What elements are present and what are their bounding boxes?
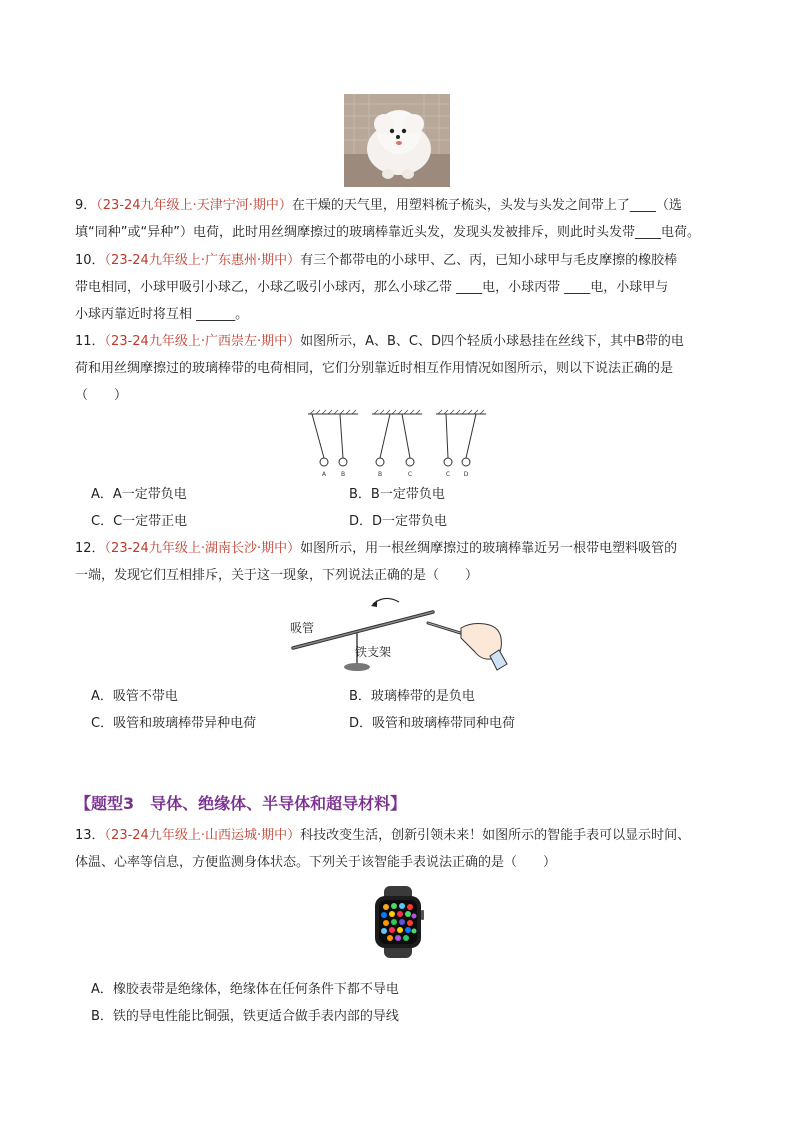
question-source: （23-24九年级上·天津宁河·期中） xyxy=(96,198,292,213)
q12-option-a[interactable]: A．吸管不带电 xyxy=(91,689,178,704)
q11-option-c[interactable]: C．C一定带正电 xyxy=(91,514,188,529)
question-text: 有三个都带电的小球甲、乙、丙，已知小球甲与毛皮摩擦的橡胶棒 xyxy=(300,253,678,268)
question-source: （23-24九年级上·广东惠州·期中） xyxy=(104,253,301,268)
question-source: （23-24九年级上·湖南长沙·期中） xyxy=(104,541,301,556)
fig-label-straw: 吸管 xyxy=(290,621,315,635)
q13-line-2: 体温、心率等信息，方便监测身体状态。下列关于该智能手表说法正确的是（ ） xyxy=(75,855,557,870)
hanging-balls-figure xyxy=(300,408,500,480)
q12-line-2: 一端，发现它们互相排斥，关于这一现象，下列说法正确的是（ ） xyxy=(75,568,479,583)
q11-line-3: （ ） xyxy=(75,388,128,403)
q12-option-d[interactable]: D．吸管和玻璃棒带同种电荷 xyxy=(349,716,516,731)
q13-option-a[interactable]: A．橡胶表带是绝缘体，绝缘体在任何条件下都不导电 xyxy=(91,982,399,997)
question-source: （23-24九年级上·广西崇左·期中） xyxy=(104,334,301,349)
question-text: 如图所示，用一根丝绸摩擦过的玻璃棒靠近另一根带电塑料吸管的 xyxy=(300,541,678,556)
q12-line-1 xyxy=(75,540,677,558)
question-number: 9． xyxy=(75,198,97,213)
fig-label-b2: B xyxy=(377,471,383,478)
straw-glass-rod-figure xyxy=(285,590,515,680)
q11-option-a[interactable]: A．A一定带负电 xyxy=(91,487,187,502)
question-text: 在干燥的天气里，用塑料梳子梳头，头发与头发之间带上了____（选 xyxy=(291,198,682,213)
fig-label-b1: B xyxy=(340,471,346,478)
q11-line-1 xyxy=(75,333,684,351)
q10-line-2: 带电相同，小球甲吸引小球乙，小球乙吸引小球丙，那么小球乙带 ____电，小球丙带 ____电，小球甲与 xyxy=(75,280,669,295)
q12-option-b[interactable]: B．玻璃棒带的是负电 xyxy=(349,689,475,704)
fig-label-c2: C xyxy=(445,471,451,478)
fig-label-c1: C xyxy=(407,471,413,478)
fig-label-d: D xyxy=(463,471,469,478)
q11-option-d[interactable]: D．D一定带负电 xyxy=(349,514,448,529)
question-source: （23-24九年级上·山西运城·期中） xyxy=(104,828,301,843)
smartwatch-image xyxy=(372,886,424,958)
question-number: 13． xyxy=(75,828,105,843)
question-number: 10． xyxy=(75,253,105,268)
q11-option-b[interactable]: B．B一定带负电 xyxy=(349,487,445,502)
section-heading: 【题型3 导体、绝缘体、半导体和超导材料】 xyxy=(75,794,407,813)
q10-line-3: 小球丙靠近时将互相 ______。 xyxy=(75,307,249,322)
question-number: 12． xyxy=(75,541,105,556)
fig-label-a: A xyxy=(321,471,327,478)
q10-line-1 xyxy=(75,252,677,270)
q13-option-b[interactable]: B．铁的导电性能比铜强，铁更适合做手表内部的导线 xyxy=(91,1009,399,1024)
question-text: 如图所示，A、B、C、D四个轻质小球悬挂在丝线下，其中B带的电 xyxy=(300,334,684,349)
dog-photo xyxy=(344,94,450,187)
q9-line-2: 填“同种”或“异种”）电荷，此时用丝绸摩擦过的玻璃棒靠近头发，发现头发被排斥，则此时头发带____电荷。 xyxy=(75,225,700,240)
question-text: 科技改变生活，创新引领未来！如图所示的智能手表可以显示时间、 xyxy=(300,828,691,843)
question-number: 11． xyxy=(75,334,105,349)
q12-option-c[interactable]: C．吸管和玻璃棒带异种电荷 xyxy=(91,716,257,731)
fig-label-stand: 铁支架 xyxy=(355,645,392,659)
q9-line-1 xyxy=(75,197,682,215)
q13-line-1 xyxy=(75,827,690,845)
q11-line-2: 荷和用丝绸摩擦过的玻璃棒带的电荷相同，它们分别靠近时相互作用情况如图所示，则以下说法正确的是 xyxy=(75,361,674,376)
